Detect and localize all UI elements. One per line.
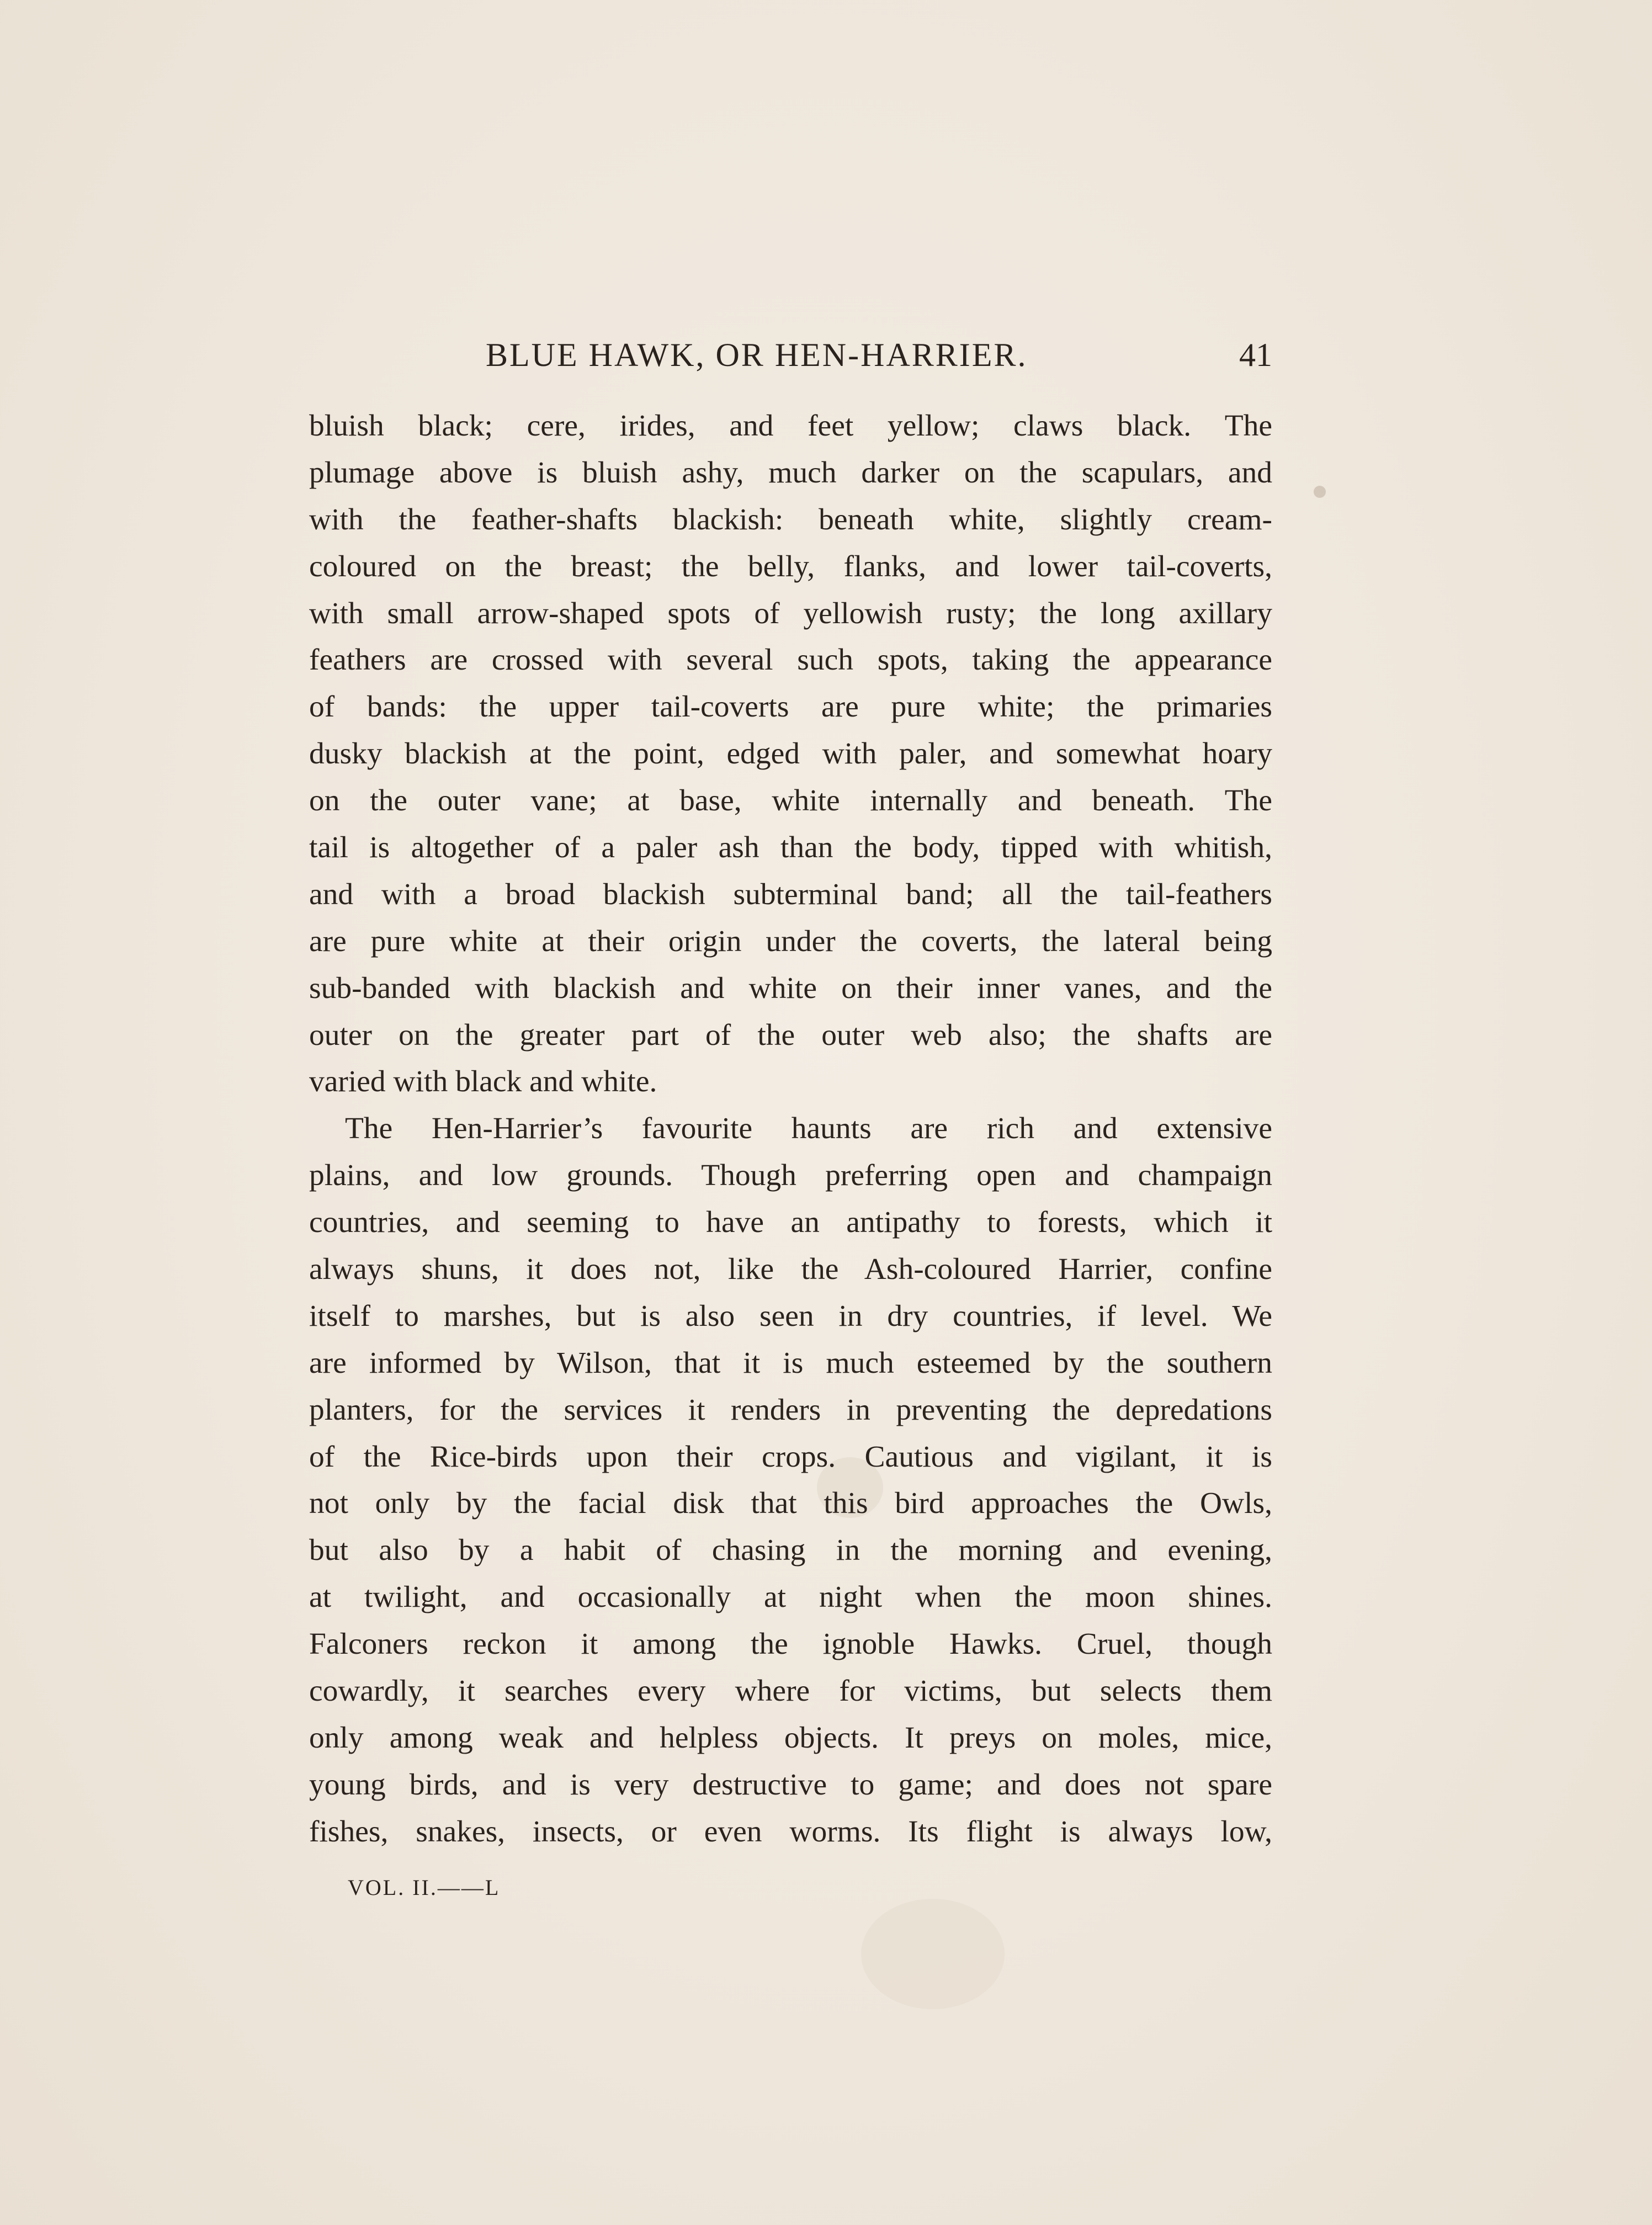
signature-mark: VOL. II.——L: [348, 1875, 501, 1900]
page-number: 41: [1239, 337, 1272, 373]
paper-stain: [1314, 486, 1326, 498]
text-line: and with a broad blackish subterminal band; all the tail-feathers: [309, 877, 1272, 911]
text-line: sub-banded with blackish and white on their inner vanes, and the: [309, 971, 1272, 1005]
body-text: [309, 403, 1272, 1856]
text-line: on the outer vane; at base, white internally and beneath. The: [309, 784, 1272, 818]
text-line: tail is altogether of a paler ash than the body, tipped with whitish,: [309, 831, 1272, 865]
text-line: countries, and seeming to have an antipathy to forests, which it: [309, 1206, 1272, 1240]
text-line: plains, and low grounds. Though preferring open and champaign: [309, 1159, 1272, 1193]
text-line: young birds, and is very destructive to game; and does not spare: [309, 1767, 1272, 1802]
text-line: only among weak and helpless objects. It preys on moles, mice,: [309, 1720, 1272, 1755]
text-line: varied with black and white.: [309, 1065, 657, 1099]
text-line: Falconers reckon it among the ignoble Hawks. Cruel, though: [309, 1627, 1272, 1661]
text-line: but also by a habit of chasing in the morning and evening,: [309, 1533, 1272, 1568]
text-line: feathers are crossed with several such spots, taking the appearance: [309, 643, 1272, 677]
text-line: with small arrow-shaped spots of yellowish rusty; the long axillary: [309, 596, 1272, 630]
text-line: fishes, snakes, insects, or even worms. Its flight is always low,: [309, 1814, 1272, 1849]
text-line: cowardly, it searches every where for victims, but selects them: [309, 1674, 1272, 1708]
paragraph: [309, 1106, 1272, 1855]
paragraph: [309, 403, 1272, 1106]
text-line: itself to marshes, but is also seen in dry countries, if level. We: [309, 1299, 1272, 1333]
paper-stain: [861, 1899, 1005, 2009]
text-line: The Hen-Harrier’s favourite haunts are rich and extensive: [345, 1112, 1272, 1146]
text-line: of bands: the upper tail-coverts are pure white; the primaries: [309, 690, 1272, 724]
text-line: of the Rice-birds upon their crops. Cautious and vigilant, it is: [309, 1440, 1272, 1474]
text-line: coloured on the breast; the belly, flanks, and lower tail-coverts,: [309, 549, 1272, 583]
text-line: are informed by Wilson, that it is much esteemed by the southern: [309, 1346, 1272, 1380]
text-line: bluish black; cere, irides, and feet yellow; claws black. The: [309, 409, 1272, 443]
text-line: planters, for the services it renders in preventing the depredations: [309, 1393, 1272, 1427]
text-line: always shuns, it does not, like the Ash-coloured Harrier, confine: [309, 1252, 1272, 1287]
text-line: are pure white at their origin under the coverts, the lateral being: [309, 924, 1272, 958]
text-line: at twilight, and occasionally at night when the moon shines.: [309, 1580, 1272, 1615]
running-title: BLUE HAWK, OR HEN-HARRIER.: [486, 337, 1028, 373]
text-line: plumage above is bluish ashy, much darker on the scapulars, and: [309, 455, 1272, 490]
running-head: [309, 330, 1272, 380]
text-line: dusky blackish at the point, edged with paler, and somewhat hoary: [309, 737, 1272, 771]
text-line: outer on the greater part of the outer web also; the shafts are: [309, 1018, 1272, 1052]
text-line: with the feather-shafts blackish: beneath white, slightly cream-: [309, 502, 1272, 537]
text-line: not only by the facial disk that this bird approaches the Owls,: [309, 1486, 1272, 1521]
